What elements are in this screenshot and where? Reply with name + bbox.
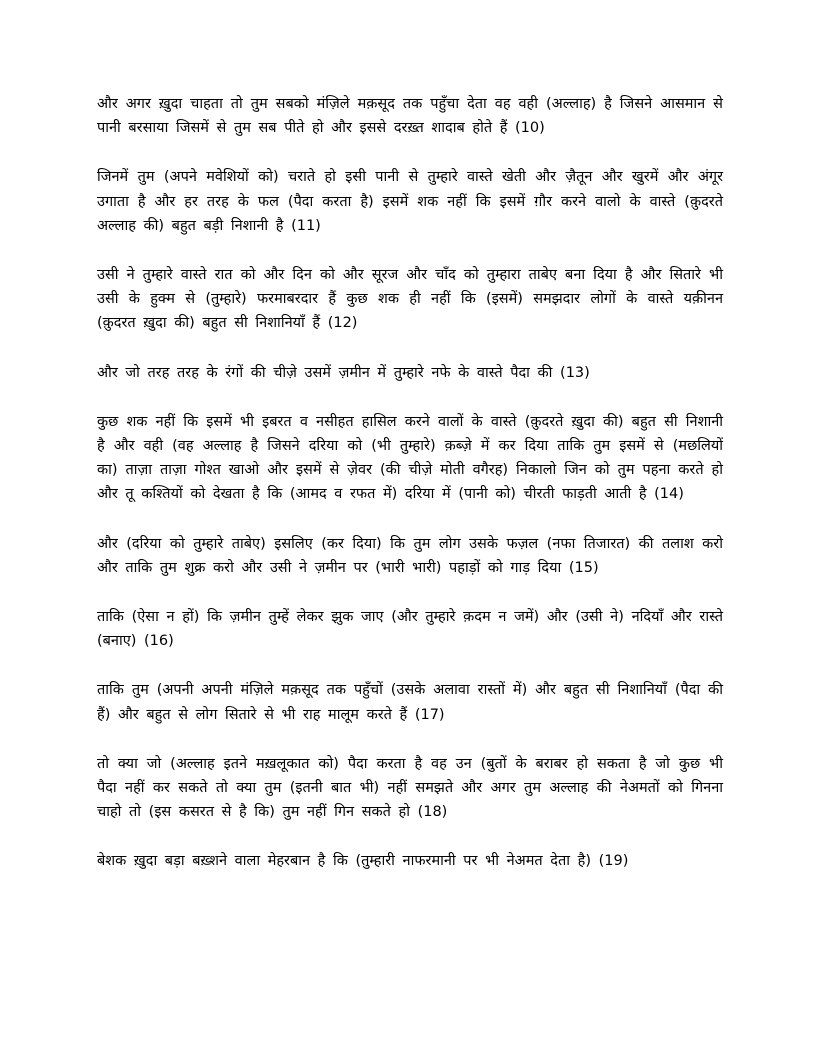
verse-15: और (दरिया को तुम्हारे ताबेए) इसलिए (कर दिया) कि तुम लोग उसके फज़ल (नफा तिजारत) की तलाश करो और ताकि तुम शुक्र करो और उसी ने ज़मीन पर (भारी भारी) पहाड़ों को गाड़ दिया (15) bbox=[97, 535, 723, 576]
verse-10: और अगर ख़ुदा चाहता तो तुम सबको मंज़िले मक़सूद तक पहुँचा देता वह वही (अल्लाह) है जिसने आसमान से पानी बरसाया जिसमें से तुम सब पीते हो और इससे दरख़्त शादाब होते हैं (10) bbox=[97, 96, 723, 137]
verse-14: कुछ शक नहीं कि इसमें भी इबरत व नसीहत हासिल करने वालों के वास्ते (क़ुदरते ख़ुदा की) बहुत सी निशानी है और वही (वह अल्लाह है जिसने दरिया को (भी तुम्हारे) क़ब्ज़े में कर दिया ताकि तुम इसमें से (मछलियों का) ताज़ा ताज़ा गोश्त खाओ और इसमें से ज़ेवर (की चीजे़ मोती वगैरह) निकालो जिन को तुम पहना करते हो और तू कश्तियों को देखता है कि (आमद व रफत में) दरिया में (पानी को) चीरती फाड़ती आती है (14) bbox=[97, 413, 723, 503]
verse-19: बेशक ख़ुदा बड़ा बख़्शने वाला मेहरबान है कि (तुम्हारी नाफरमानी पर भी नेअमत देता है) (19) bbox=[97, 853, 629, 870]
verse-11: जिनमें तुम (अपने मवेशियों को) चराते हो इसी पानी से तुम्हारे वास्ते खेती और ज़ैतून और खुरमें और अंगूर उगाता है और हर तरह के फल (पैदा करता है) इसमें शक नहीं कि इसमें ग़ौर करने वालो के वास्ते (क़ुदरते अल्लाह की) बहुत बड़ी निशानी है (11) bbox=[97, 169, 723, 234]
verse-16: ताकि (ऐसा न हों) कि ज़मीन तुम्हें लेकर झुक जाए (और तुम्हारे क़दम न जमें) और (उसी ने) नदियाँ और रास्ते (बनाए) (16) bbox=[97, 609, 723, 650]
verse-17: ताकि तुम (अपनी अपनी मंज़िले मक़सूद तक पहुँचों (उसके अलावा रास्तों में) और बहुत सी निशानियाँ (पैदा की हैं) और बहुत से लोग सितारे से भी राह मालूम करते हैं (17) bbox=[97, 682, 723, 723]
verse-12: उसी ने तुम्हारे वास्ते रात को और दिन को और सूरज और चाँद को तुम्हारा ताबेए बना दिया है और सितारे भी उसी के हुक्म से (तुम्हारे) फरमाबरदार हैं कुछ शक ही नहीं कि (इसमें) समझदार लोगों के वास्ते यक़ीनन (क़ुदरत ख़ुदा की) बहुत सी निशानियाँ हैं (12) bbox=[97, 267, 723, 332]
document-body bbox=[97, 92, 723, 899]
verse-18: तो क्या जो (अल्लाह इतने मख़लूकात को) पैदा करता है वह उन (बुतों के बराबर हो सकता है जो कुछ भी पैदा नहीं कर सकते तो क्या तुम (इतनी बात भी) नहीं समझते और अगर तुम अल्लाह की नेअमतों को गिनना चाहो तो (इस कसरत से है कि) तुम नहीं गिन सकते हो (18) bbox=[97, 755, 723, 821]
verse-13: और जो तरह तरह के रंगों की चीज़े उसमें ज़मीन में तुम्हारे नफे के वास्ते पैदा की (13) bbox=[97, 364, 590, 381]
